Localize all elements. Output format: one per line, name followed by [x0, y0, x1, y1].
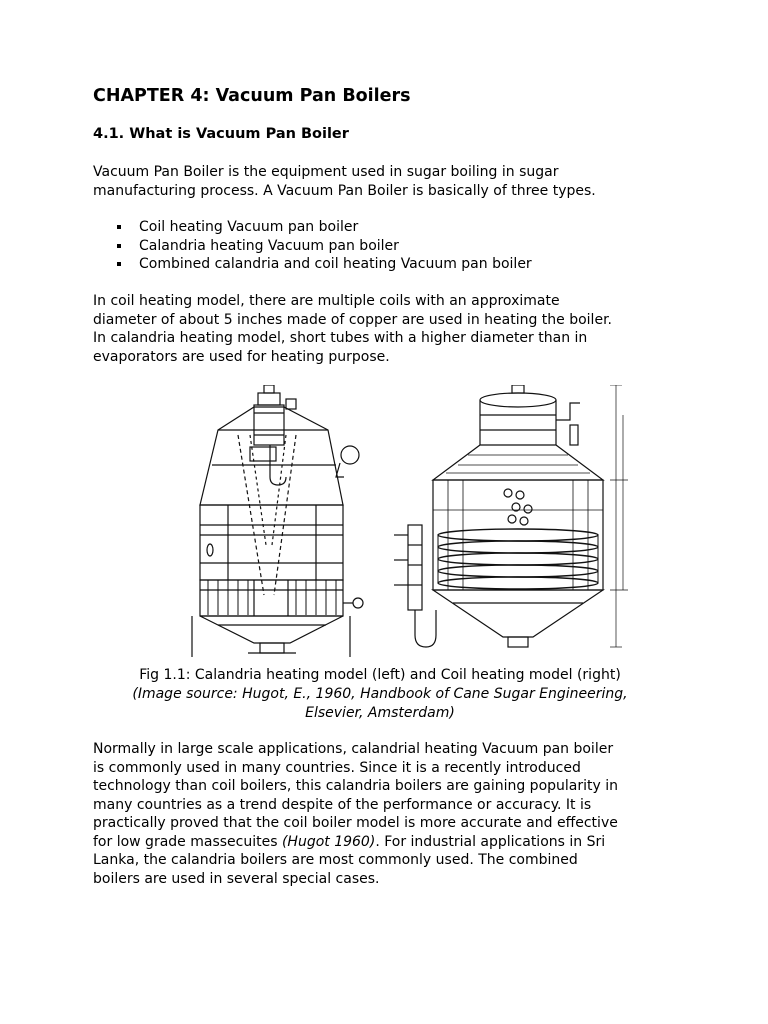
intro-line: manufacturing process. A Vacuum Pan Boiler is basically of three types. [93, 182, 596, 199]
image-source-line: (Image source: Hugot, E., 1960, Handbook of Cane Sugar Engineering, [132, 686, 628, 702]
line-text: for low grade massecuites [93, 833, 282, 850]
list-item-text: Combined calandria and coil heating Vacuum pan boiler [139, 256, 532, 272]
coil-paragraph [93, 292, 683, 366]
paragraph-line: practically proved that the coil boiler model is more accurate and effective [93, 815, 618, 831]
paragraph-line: many countries as a trend despite of the performance or accuracy. It is [93, 796, 592, 813]
paragraph-line: is commonly used in many countries. Since it is a recently introduced [93, 759, 581, 776]
intro-paragraph [93, 163, 683, 200]
paragraph-line: technology than coil boilers, this calandria boilers are gaining popularity in [93, 778, 618, 794]
calandria-boiler-drawing [192, 385, 363, 657]
section-title: 4.1. What is Vacuum Pan Boiler [93, 126, 349, 142]
bullet-square-icon [117, 225, 121, 229]
caption-text: Fig 1.1: Calandria heating model (left) and Coil heating model (right) [139, 667, 621, 683]
paragraph-line [93, 833, 683, 852]
image-source-line: Elsevier, Amsterdam) [305, 705, 455, 721]
list-item-text: Calandria heating Vacuum pan boiler [139, 237, 399, 254]
paragraph-line: Normally in large scale applications, calandrial heating Vacuum pan boiler [93, 741, 614, 757]
line-text: . For industrial applications in Sri [375, 833, 606, 850]
figure-caption [85, 666, 675, 723]
boiler-types-list [93, 218, 532, 274]
list-item [93, 218, 532, 237]
paragraph-line: In coil heating model, there are multiple coils with an approximate [93, 293, 560, 309]
bullet-square-icon [117, 262, 121, 266]
list-item [93, 255, 532, 274]
list-item-text: Coil heating Vacuum pan boiler [139, 219, 359, 235]
closing-paragraph [93, 740, 683, 888]
paragraph-line: In calandria heating model, short tubes with a higher diameter than in [93, 330, 588, 346]
paragraph-line: evaporators are used for heating purpose. [93, 348, 390, 365]
intro-line: Vacuum Pan Boiler is the equipment used in sugar boiling in sugar [93, 164, 559, 180]
paragraph-line: boilers are used in several special cases. [93, 870, 380, 887]
coil-boiler-drawing [394, 385, 628, 647]
paragraph-line: Lanka, the calandria boilers are most commonly used. The combined [93, 852, 578, 868]
bullet-square-icon [117, 244, 121, 248]
list-item [93, 237, 532, 256]
paragraph-line: diameter of about 5 inches made of copper are used in heating the boiler. [93, 311, 612, 328]
chapter-title: CHAPTER 4: Vacuum Pan Boilers [93, 86, 411, 106]
vacuum-pan-figure [178, 385, 638, 660]
citation: (Hugot 1960) [281, 833, 376, 850]
